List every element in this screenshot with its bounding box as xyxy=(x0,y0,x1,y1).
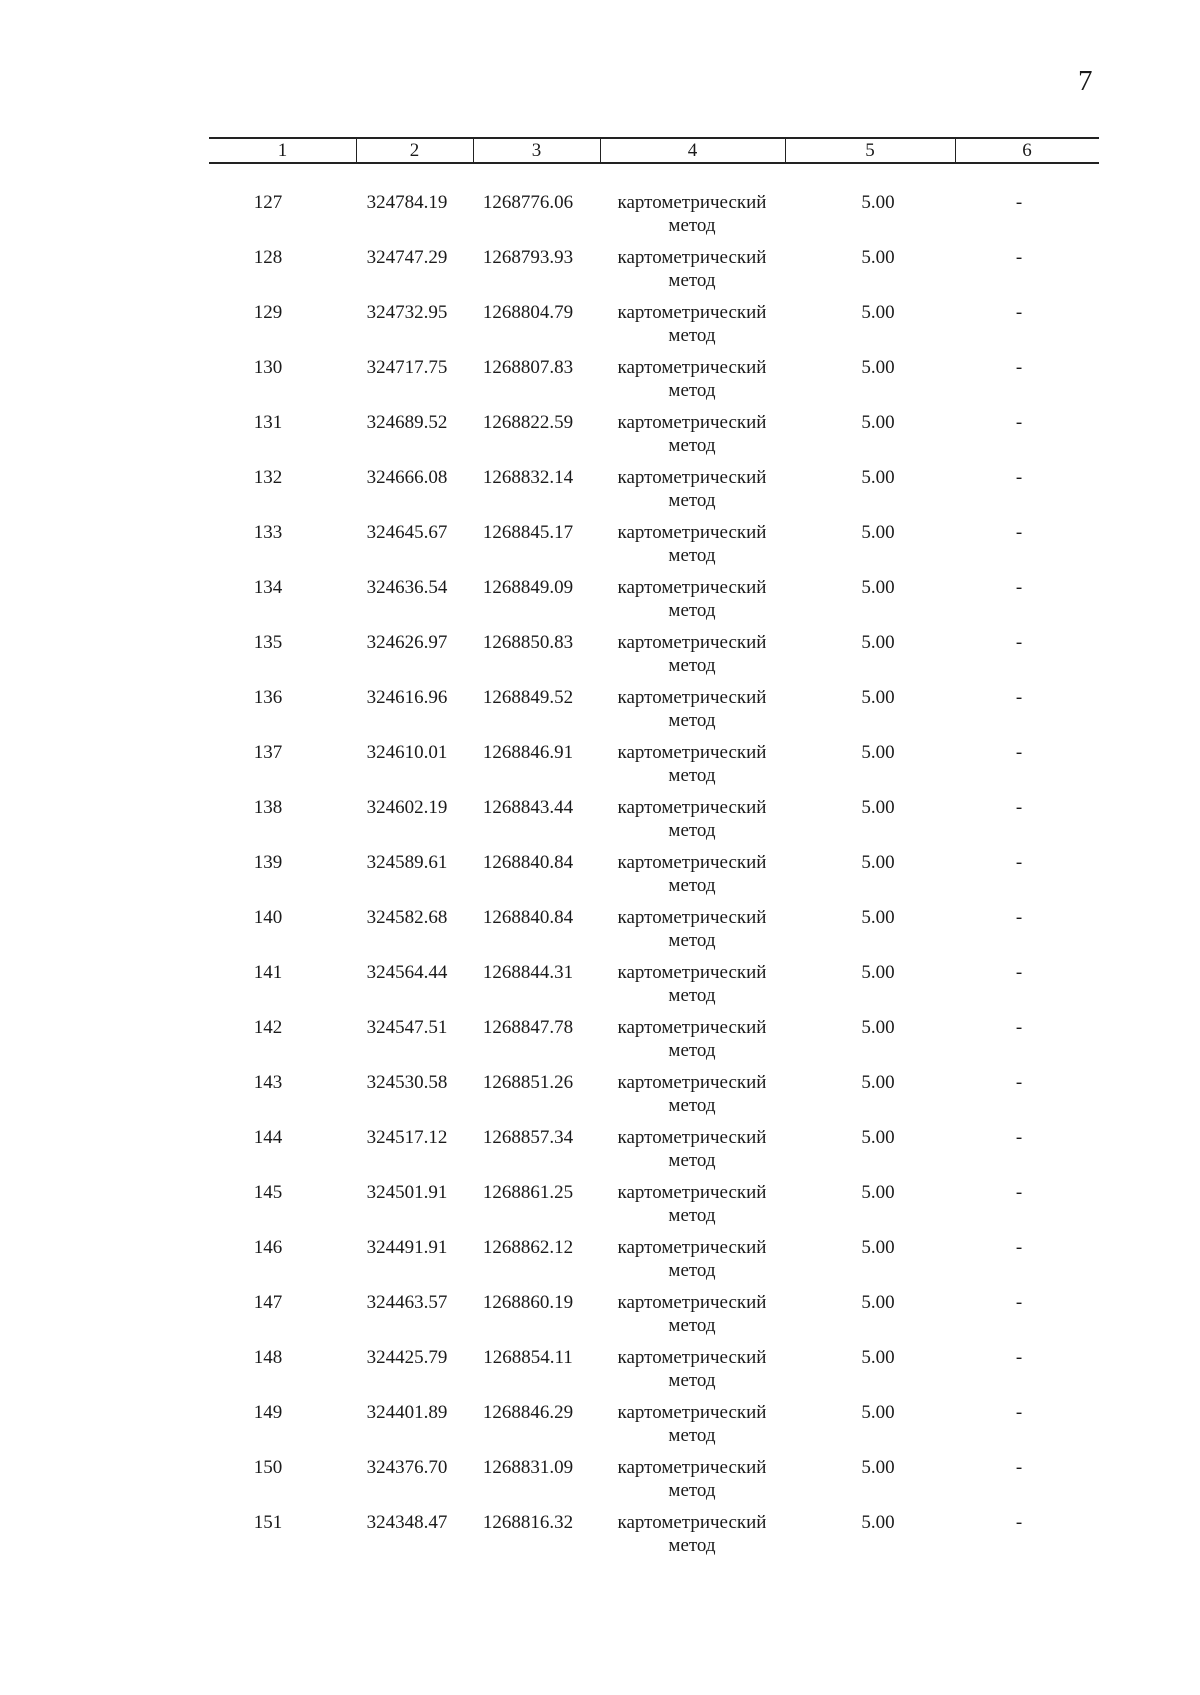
table-row xyxy=(209,1181,1099,1236)
point-number: 128 xyxy=(253,247,283,268)
point-number: 148 xyxy=(253,1347,283,1368)
point-number: 129 xyxy=(253,302,283,323)
method-line-1: картометрический xyxy=(617,1182,767,1203)
table-row xyxy=(209,1291,1099,1346)
point-number: 137 xyxy=(253,742,283,763)
method-line-1: картометрический xyxy=(617,357,767,378)
table-header-row xyxy=(209,137,1099,164)
column-header-5: 5 xyxy=(865,140,875,161)
point-number: 150 xyxy=(253,1457,283,1478)
coordinate-y: 1268822.59 xyxy=(482,412,574,433)
coordinate-y: 1268816.32 xyxy=(482,1512,574,1533)
method-line-1: картометрический xyxy=(617,522,767,543)
point-number: 145 xyxy=(253,1182,283,1203)
precision-value: 5.00 xyxy=(861,1402,895,1423)
table-row xyxy=(209,1456,1099,1511)
coordinate-x: 324784.19 xyxy=(366,192,448,213)
point-number: 146 xyxy=(253,1237,283,1258)
precision-value: 5.00 xyxy=(861,1072,895,1093)
coordinate-y: 1268847.78 xyxy=(482,1017,574,1038)
precision-value: 5.00 xyxy=(861,247,895,268)
precision-value: 5.00 xyxy=(861,742,895,763)
determination-method xyxy=(595,851,789,897)
precision-value: 5.00 xyxy=(861,1127,895,1148)
coordinate-x: 324636.54 xyxy=(366,577,448,598)
method-line-2: метод xyxy=(668,655,716,676)
method-line-2: метод xyxy=(668,380,716,401)
column-6-value: - xyxy=(1015,1017,1023,1038)
determination-method xyxy=(595,1181,789,1227)
column-6-value: - xyxy=(1015,907,1023,928)
method-line-1: картометрический xyxy=(617,1292,767,1313)
coordinate-y: 1268845.17 xyxy=(482,522,574,543)
determination-method xyxy=(595,521,789,567)
determination-method xyxy=(595,411,789,457)
table-row xyxy=(209,1236,1099,1291)
determination-method xyxy=(595,631,789,677)
determination-method xyxy=(595,191,789,237)
coordinate-x: 324602.19 xyxy=(366,797,448,818)
coordinate-x: 324626.97 xyxy=(366,632,448,653)
coordinate-x: 324616.96 xyxy=(366,687,448,708)
method-line-2: метод xyxy=(668,1260,716,1281)
column-6-value: - xyxy=(1015,1072,1023,1093)
determination-method xyxy=(595,246,789,292)
table-row xyxy=(209,741,1099,796)
method-line-2: метод xyxy=(668,1315,716,1336)
coordinate-y: 1268776.06 xyxy=(482,192,574,213)
coordinate-y: 1268793.93 xyxy=(482,247,574,268)
column-header-2: 2 xyxy=(409,140,420,161)
precision-value: 5.00 xyxy=(861,1292,895,1313)
precision-value: 5.00 xyxy=(861,1237,895,1258)
determination-method xyxy=(595,1456,789,1502)
method-line-1: картометрический xyxy=(617,1072,767,1093)
table-row xyxy=(209,796,1099,851)
coordinate-y: 1268857.34 xyxy=(482,1127,574,1148)
method-line-1: картометрический xyxy=(617,1347,767,1368)
table-row xyxy=(209,576,1099,631)
precision-value: 5.00 xyxy=(861,467,895,488)
precision-value: 5.00 xyxy=(861,1182,895,1203)
coordinate-y: 1268861.25 xyxy=(482,1182,574,1203)
method-line-2: метод xyxy=(668,1040,716,1061)
coordinate-x: 324501.91 xyxy=(366,1182,448,1203)
method-line-2: метод xyxy=(668,820,716,841)
determination-method xyxy=(595,1126,789,1172)
coordinate-y: 1268860.19 xyxy=(482,1292,574,1313)
coordinate-x: 324666.08 xyxy=(366,467,448,488)
table-body xyxy=(209,191,1099,1566)
coordinates-table xyxy=(209,137,1099,1556)
column-6-value: - xyxy=(1015,797,1023,818)
coordinate-y: 1268849.52 xyxy=(482,687,574,708)
precision-value: 5.00 xyxy=(861,192,895,213)
coordinate-x: 324530.58 xyxy=(366,1072,448,1093)
determination-method xyxy=(595,356,789,402)
coordinate-x: 324589.61 xyxy=(366,852,448,873)
method-line-2: метод xyxy=(668,1425,716,1446)
determination-method xyxy=(595,1236,789,1282)
method-line-1: картометрический xyxy=(617,1457,767,1478)
table-row xyxy=(209,906,1099,961)
determination-method xyxy=(595,1511,789,1557)
precision-value: 5.00 xyxy=(861,687,895,708)
method-line-1: картометрический xyxy=(617,1127,767,1148)
determination-method xyxy=(595,301,789,347)
coordinate-y: 1268846.29 xyxy=(482,1402,574,1423)
column-6-value: - xyxy=(1015,632,1023,653)
point-number: 136 xyxy=(253,687,283,708)
table-row xyxy=(209,1071,1099,1126)
method-line-2: метод xyxy=(668,1535,716,1556)
column-6-value: - xyxy=(1015,742,1023,763)
coordinate-y: 1268807.83 xyxy=(482,357,574,378)
column-6-value: - xyxy=(1015,1237,1023,1258)
coordinate-y: 1268849.09 xyxy=(482,577,574,598)
table-row xyxy=(209,246,1099,301)
coordinate-y: 1268840.84 xyxy=(482,852,574,873)
method-line-2: метод xyxy=(668,1095,716,1116)
method-line-1: картометрический xyxy=(617,632,767,653)
method-line-2: метод xyxy=(668,875,716,896)
method-line-2: метод xyxy=(668,490,716,511)
point-number: 149 xyxy=(253,1402,283,1423)
column-6-value: - xyxy=(1015,1512,1023,1533)
coordinate-x: 324582.68 xyxy=(366,907,448,928)
coordinate-y: 1268844.31 xyxy=(482,962,574,983)
coordinate-x: 324491.91 xyxy=(366,1237,448,1258)
point-number: 151 xyxy=(253,1512,283,1533)
method-line-2: метод xyxy=(668,270,716,291)
coordinate-x: 324517.12 xyxy=(366,1127,448,1148)
table-row xyxy=(209,686,1099,741)
column-6-value: - xyxy=(1015,1402,1023,1423)
method-line-2: метод xyxy=(668,1370,716,1391)
precision-value: 5.00 xyxy=(861,1512,895,1533)
method-line-1: картометрический xyxy=(617,742,767,763)
determination-method xyxy=(595,1016,789,1062)
method-line-1: картометрический xyxy=(617,577,767,598)
determination-method xyxy=(595,796,789,842)
precision-value: 5.00 xyxy=(861,302,895,323)
method-line-1: картометрический xyxy=(617,412,767,433)
method-line-2: метод xyxy=(668,545,716,566)
point-number: 133 xyxy=(253,522,283,543)
column-6-value: - xyxy=(1015,1182,1023,1203)
precision-value: 5.00 xyxy=(861,1457,895,1478)
method-line-2: метод xyxy=(668,1150,716,1171)
determination-method xyxy=(595,1401,789,1447)
method-line-2: метод xyxy=(668,600,716,621)
method-line-1: картометрический xyxy=(617,687,767,708)
determination-method xyxy=(595,1346,789,1392)
table-row xyxy=(209,411,1099,466)
determination-method xyxy=(595,466,789,512)
determination-method xyxy=(595,686,789,732)
method-line-1: картометрический xyxy=(617,302,767,323)
method-line-2: метод xyxy=(668,325,716,346)
coordinate-x: 324747.29 xyxy=(366,247,448,268)
method-line-1: картометрический xyxy=(617,797,767,818)
precision-value: 5.00 xyxy=(861,412,895,433)
table-row xyxy=(209,1126,1099,1181)
method-line-1: картометрический xyxy=(617,247,767,268)
point-number: 140 xyxy=(253,907,283,928)
point-number: 141 xyxy=(253,962,283,983)
determination-method xyxy=(595,741,789,787)
coordinate-x: 324610.01 xyxy=(366,742,448,763)
point-number: 130 xyxy=(253,357,283,378)
column-6-value: - xyxy=(1015,302,1023,323)
coordinate-x: 324689.52 xyxy=(366,412,448,433)
coordinate-y: 1268832.14 xyxy=(482,467,574,488)
column-6-value: - xyxy=(1015,522,1023,543)
determination-method xyxy=(595,961,789,1007)
column-6-value: - xyxy=(1015,852,1023,873)
determination-method xyxy=(595,1071,789,1117)
method-line-2: метод xyxy=(668,985,716,1006)
point-number: 135 xyxy=(253,632,283,653)
point-number: 131 xyxy=(253,412,283,433)
point-number: 143 xyxy=(253,1072,283,1093)
column-header-6: 6 xyxy=(1022,140,1032,161)
precision-value: 5.00 xyxy=(861,852,895,873)
column-6-value: - xyxy=(1015,1457,1023,1478)
method-line-1: картометрический xyxy=(617,907,767,928)
column-6-value: - xyxy=(1015,247,1023,268)
column-header-3: 3 xyxy=(531,140,542,161)
precision-value: 5.00 xyxy=(861,797,895,818)
coordinate-x: 324376.70 xyxy=(366,1457,448,1478)
coordinate-y: 1268854.11 xyxy=(483,1347,573,1368)
method-line-2: метод xyxy=(668,1205,716,1226)
coordinate-x: 324564.44 xyxy=(366,962,448,983)
table-row xyxy=(209,1511,1099,1566)
column-6-value: - xyxy=(1015,467,1023,488)
page-number: 7 xyxy=(1078,65,1093,97)
method-line-1: картометрический xyxy=(617,1512,767,1533)
precision-value: 5.00 xyxy=(861,522,895,543)
column-6-value: - xyxy=(1015,1127,1023,1148)
column-6-value: - xyxy=(1015,357,1023,378)
table-row xyxy=(209,961,1099,1016)
table-row xyxy=(209,1346,1099,1401)
table-row xyxy=(209,191,1099,246)
coordinate-x: 324401.89 xyxy=(366,1402,448,1423)
method-line-2: метод xyxy=(668,710,716,731)
point-number: 132 xyxy=(253,467,283,488)
point-number: 147 xyxy=(253,1292,283,1313)
table-row xyxy=(209,356,1099,411)
coordinate-x: 324645.67 xyxy=(366,522,448,543)
method-line-1: картометрический xyxy=(617,1402,767,1423)
point-number: 138 xyxy=(253,797,283,818)
column-6-value: - xyxy=(1015,412,1023,433)
coordinate-y: 1268851.26 xyxy=(482,1072,574,1093)
column-header-1: 1 xyxy=(277,140,288,161)
column-6-value: - xyxy=(1015,577,1023,598)
coordinate-y: 1268862.12 xyxy=(482,1237,574,1258)
table-row xyxy=(209,631,1099,686)
method-line-2: метод xyxy=(668,435,716,456)
coordinate-y: 1268831.09 xyxy=(482,1457,574,1478)
precision-value: 5.00 xyxy=(861,632,895,653)
determination-method xyxy=(595,1291,789,1337)
method-line-1: картометрический xyxy=(617,1237,767,1258)
precision-value: 5.00 xyxy=(861,1017,895,1038)
method-line-1: картометрический xyxy=(617,852,767,873)
method-line-2: метод xyxy=(668,215,716,236)
precision-value: 5.00 xyxy=(861,357,895,378)
precision-value: 5.00 xyxy=(861,1347,895,1368)
coordinate-x: 324732.95 xyxy=(366,302,448,323)
method-line-2: метод xyxy=(668,930,716,951)
coordinate-y: 1268843.44 xyxy=(482,797,574,818)
precision-value: 5.00 xyxy=(861,907,895,928)
coordinate-x: 324425.79 xyxy=(366,1347,448,1368)
coordinate-y: 1268840.84 xyxy=(482,907,574,928)
point-number: 139 xyxy=(253,852,283,873)
method-line-2: метод xyxy=(668,765,716,786)
coordinate-x: 324348.47 xyxy=(366,1512,448,1533)
precision-value: 5.00 xyxy=(861,962,895,983)
coordinate-x: 324717.75 xyxy=(366,357,448,378)
point-number: 144 xyxy=(253,1127,283,1148)
table-row xyxy=(209,521,1099,576)
table-row xyxy=(209,1016,1099,1071)
table-row xyxy=(209,851,1099,906)
determination-method xyxy=(595,576,789,622)
column-6-value: - xyxy=(1015,1292,1023,1313)
precision-value: 5.00 xyxy=(861,577,895,598)
column-6-value: - xyxy=(1015,687,1023,708)
coordinate-y: 1268804.79 xyxy=(482,302,574,323)
point-number: 127 xyxy=(253,192,283,213)
method-line-1: картометрический xyxy=(617,1017,767,1038)
method-line-1: картометрический xyxy=(617,467,767,488)
column-header-4: 4 xyxy=(687,140,698,161)
table-row xyxy=(209,1401,1099,1456)
determination-method xyxy=(595,906,789,952)
table-row xyxy=(209,301,1099,356)
method-line-2: метод xyxy=(668,1480,716,1501)
column-6-value: - xyxy=(1015,1347,1023,1368)
coordinate-y: 1268850.83 xyxy=(482,632,574,653)
column-6-value: - xyxy=(1015,962,1023,983)
coordinate-x: 324547.51 xyxy=(366,1017,448,1038)
point-number: 134 xyxy=(253,577,283,598)
table-row xyxy=(209,466,1099,521)
column-6-value: - xyxy=(1015,192,1023,213)
method-line-1: картометрический xyxy=(617,192,767,213)
method-line-1: картометрический xyxy=(617,962,767,983)
coordinate-y: 1268846.91 xyxy=(482,742,574,763)
point-number: 142 xyxy=(253,1017,283,1038)
coordinate-x: 324463.57 xyxy=(366,1292,448,1313)
